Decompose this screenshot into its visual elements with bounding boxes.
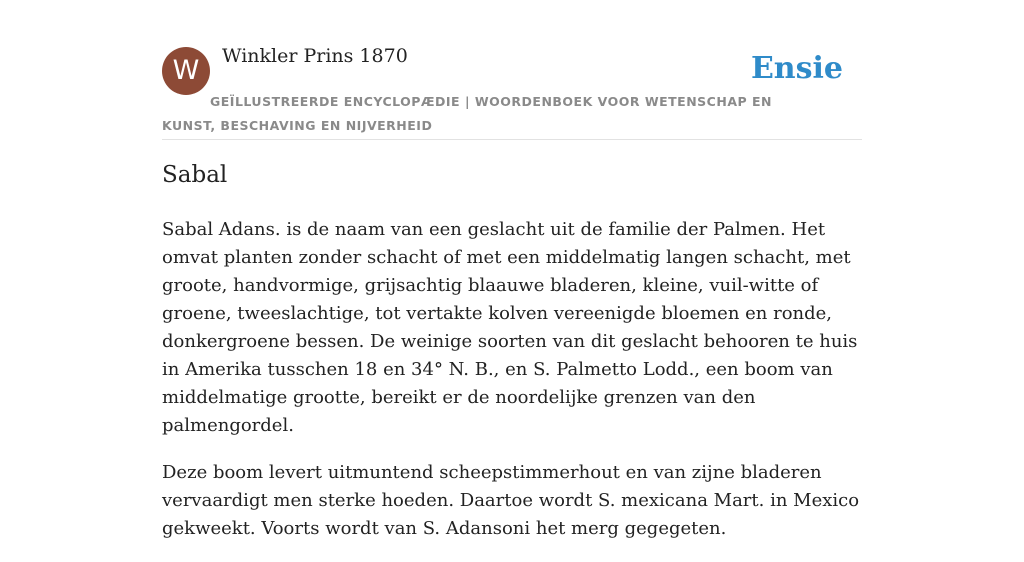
source-avatar[interactable]: W: [162, 47, 210, 95]
ensie-logo[interactable]: Ensie: [750, 51, 843, 86]
header-divider: [162, 139, 862, 140]
entry-paragraph: Sabal Adans. is de naam van een geslacht uit de familie der Palmen. Het omvat planten zonder schacht of met een middelmatig langen schacht, met groote, handvormige, grijsachtig blaauwe bladeren, kleine, vuil-witte of groene, tweeslachtige, tot vertakte kolven vereenigde bloemen en ronde, donkergroene bessen. De weinige soorten van dit geslacht behooren te huis in Amerika tusschen 18 en 34° N. B., en S. Palmetto Lodd., een boom van middelmatige grootte, bereikt er de noordelijke grenzen van den palmengordel.: [162, 219, 858, 436]
source-title[interactable]: Winkler Prins 1870: [222, 45, 408, 67]
entry-body: [162, 216, 862, 562]
source-subtitle: GEÏLLUSTREERDE ENCYCLOPÆDIE | WOORDENBOEK VOOR WETENSCHAP EN KUNST, BESCHAVING EN NIJVERHEID: [162, 94, 773, 133]
entry-paragraph: Deze boom levert uitmuntend scheepstimmerhout en van zijne bladeren vervaardigt men sterke hoeden. Daartoe wordt S. mexicana Mart. in Mexico gekweekt. Voorts wordt van S. Adansoni het merg gegegeten.: [162, 462, 860, 539]
entry-title: Sabal: [162, 162, 228, 188]
